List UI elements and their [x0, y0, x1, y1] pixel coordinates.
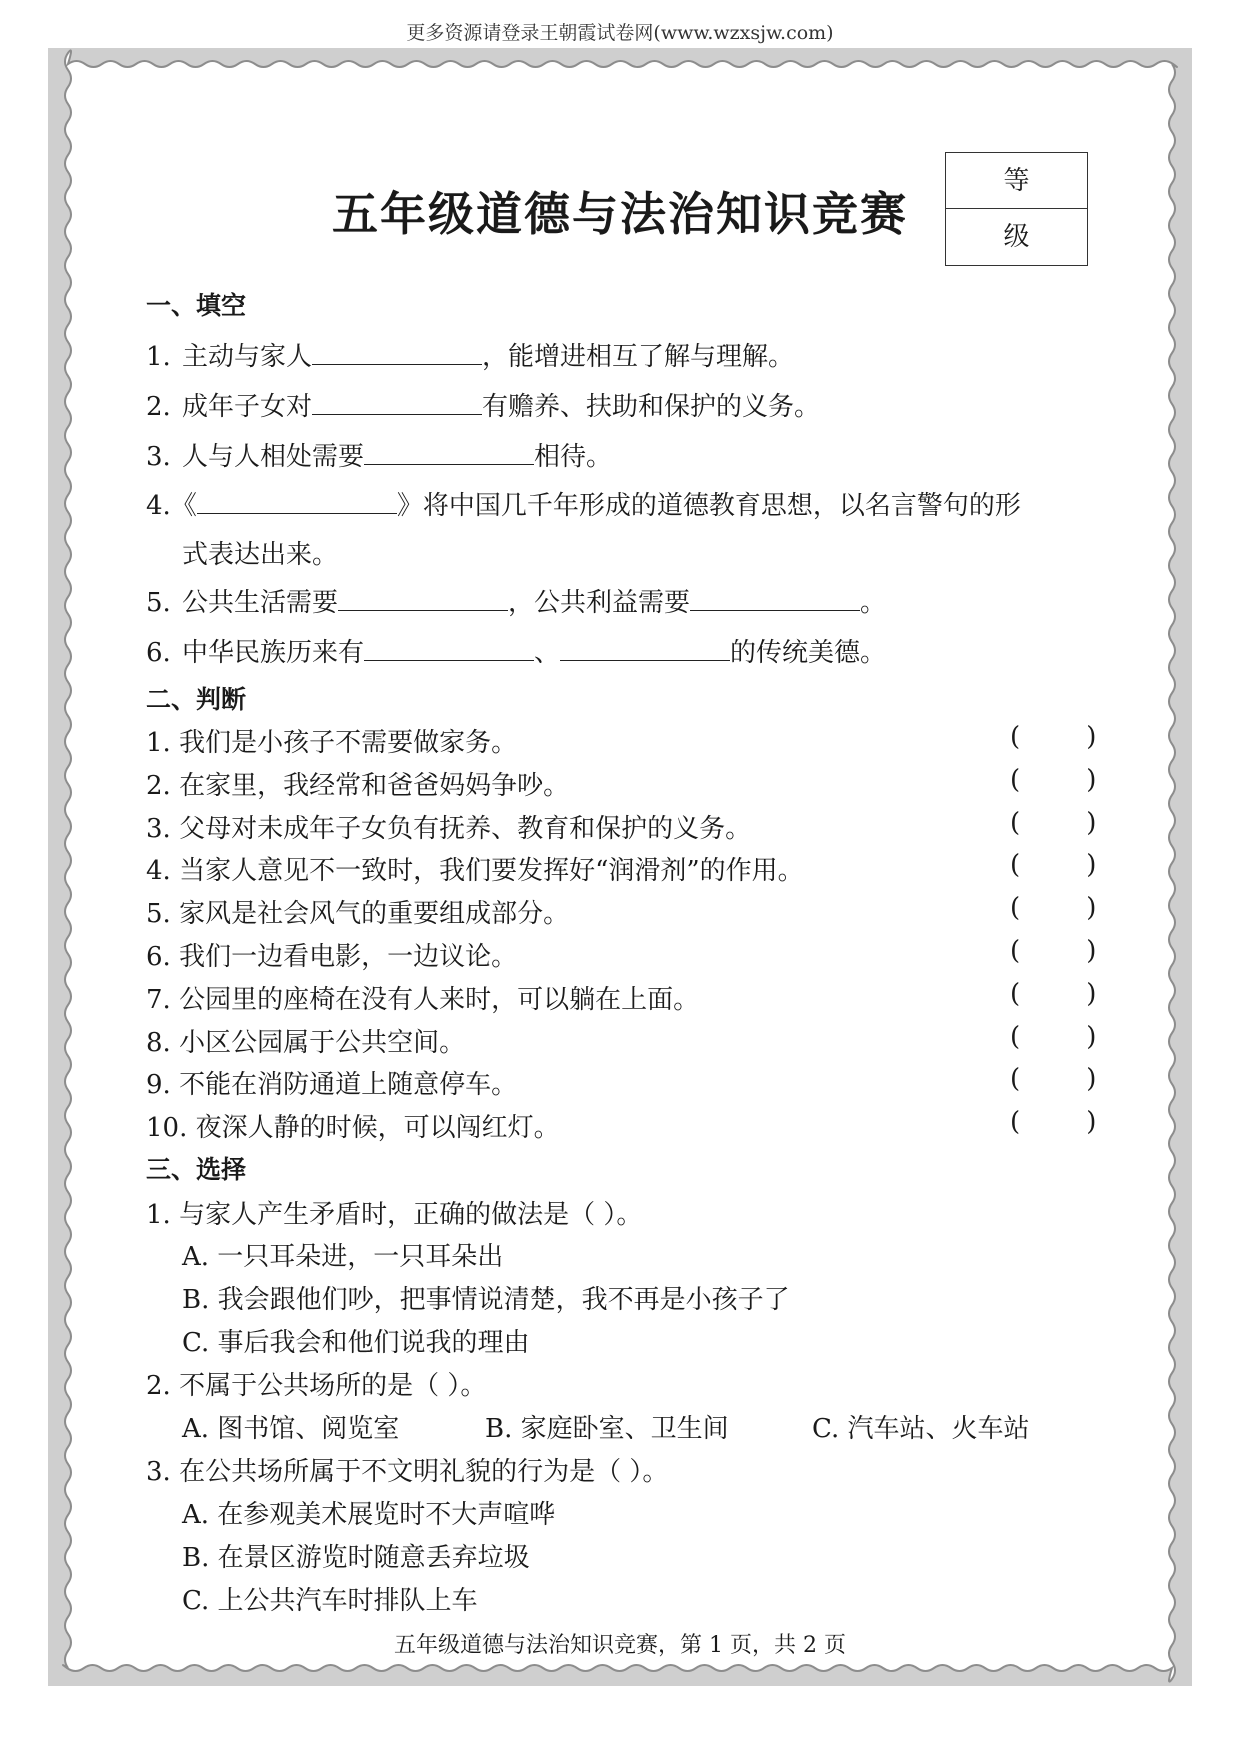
page-title: 五年级道德与法治知识竞赛: [332, 187, 908, 241]
judge-item: 4. 当家人意见不一致时，我们要发挥好“润滑剂”的作用。: [146, 856, 804, 887]
choice-option-c[interactable]: C. 汽车站、火车站: [812, 1414, 1030, 1444]
judge-item: 9. 不能在消防通道上随意停车。: [146, 1070, 518, 1101]
question-number: 2.: [146, 392, 171, 422]
answer-parentheses[interactable]: ( ): [1010, 722, 1097, 752]
section-heading-fill: 一、填空: [146, 291, 247, 320]
question-text: 》将中国几千年形成的道德教育思想，以名言警句的形: [396, 491, 1021, 521]
question-text: ，公共利益需要: [508, 588, 691, 618]
judge-item: 2. 在家里，我经常和爸爸妈妈争吵。: [146, 770, 570, 801]
choice-option-b[interactable]: B. 我会跟他们吵，把事情说清楚，我不再是小孩子了: [182, 1285, 790, 1315]
answer-blank[interactable]: [312, 340, 482, 365]
question-text: 、: [534, 638, 561, 668]
choice-option-b[interactable]: B. 家庭卧室、卫生间: [485, 1414, 729, 1444]
answer-parentheses[interactable]: ( ): [1010, 936, 1097, 966]
answer-blank[interactable]: [197, 489, 397, 514]
section-heading-choice: 三、选择: [146, 1155, 247, 1184]
fill-question-1: [146, 336, 794, 373]
question-text: 相待。: [534, 442, 613, 472]
answer-blank[interactable]: [312, 390, 482, 415]
fill-question-2: [146, 386, 820, 423]
answer-blank[interactable]: [338, 586, 508, 611]
question-number: 6.: [146, 638, 171, 668]
question-text: 中华民族历来有: [182, 638, 365, 668]
fill-question-5: [146, 582, 886, 619]
judge-item: 1. 我们是小孩子不需要做家务。: [146, 728, 518, 758]
question-number: 1.: [146, 342, 171, 372]
question-text: ，能增进相互了解与理解。: [482, 342, 795, 372]
header-note: 更多资源请登录王朝霞试卷网(www.wzxsjw.com): [406, 22, 834, 44]
answer-parentheses[interactable]: ( ): [1010, 850, 1097, 881]
question-text: 人与人相处需要: [182, 442, 365, 472]
judge-item: 8. 小区公园属于公共空间。: [146, 1027, 466, 1058]
fill-question-6: [146, 632, 886, 669]
question-text: 。: [860, 588, 887, 618]
choice-option-a[interactable]: A. 在参观美术展览时不大声喧哗: [182, 1500, 556, 1530]
question-text: 《: [170, 491, 197, 521]
answer-parentheses[interactable]: ( ): [1010, 1021, 1097, 1052]
choice-option-c[interactable]: C. 事后我会和他们说我的理由: [182, 1328, 530, 1358]
question-text: 主动与家人: [182, 342, 313, 372]
choice-question-1: 1. 与家人产生矛盾时，正确的做法是（ ）。: [146, 1200, 643, 1230]
answer-blank[interactable]: [364, 636, 534, 661]
choice-option-a[interactable]: A. 一只耳朵进，一只耳朵出: [182, 1242, 504, 1272]
grade-label: 等级: [946, 153, 1087, 209]
judge-item: 7. 公园里的座椅在没有人来时，可以躺在上面。: [146, 984, 700, 1015]
section-heading-judge: 二、判断: [146, 685, 247, 714]
question-text: 公共生活需要: [182, 588, 339, 618]
judge-item: 5. 家风是社会风气的重要组成部分。: [146, 899, 570, 930]
answer-blank[interactable]: [364, 440, 534, 465]
answer-parentheses[interactable]: ( ): [1010, 1064, 1097, 1095]
choice-question-2: 2. 不属于公共场所的是（ ）。: [146, 1371, 487, 1401]
question-text: 有赡养、扶助和保护的义务。: [482, 392, 821, 422]
page-footer: 五年级道德与法治知识竞赛，第 1 页，共 2 页: [394, 1633, 846, 1658]
answer-parentheses[interactable]: ( ): [1010, 893, 1097, 924]
judge-item: 6. 我们一边看电影，一边议论。: [146, 942, 518, 972]
grade-box: [945, 152, 1088, 266]
answer-parentheses[interactable]: ( ): [1010, 764, 1097, 795]
choice-option-b[interactable]: B. 在景区游览时随意丢弃垃圾: [182, 1543, 530, 1573]
judge-item: 10. 夜深人静的时候，可以闯红灯。: [146, 1113, 560, 1144]
question-number: 3.: [146, 442, 171, 472]
fill-question-3: [146, 436, 612, 473]
answer-parentheses[interactable]: ( ): [1010, 978, 1097, 1009]
answer-parentheses[interactable]: ( ): [1010, 1107, 1097, 1138]
answer-parentheses[interactable]: ( ): [1010, 807, 1097, 838]
choice-option-a[interactable]: A. 图书馆、阅览室: [182, 1414, 400, 1444]
question-number: 4.: [146, 491, 171, 521]
question-text: 的传统美德。: [730, 638, 887, 668]
question-text: 成年子女对: [182, 392, 313, 422]
fill-question-4-continued: 式表达出来。: [182, 540, 339, 570]
answer-blank[interactable]: [560, 636, 730, 661]
choice-question-3: 3. 在公共场所属于不文明礼貌的行为是（ ）。: [146, 1457, 669, 1487]
choice-option-c[interactable]: C. 上公共汽车时排队上车: [182, 1586, 478, 1616]
fill-question-4: [146, 485, 1021, 522]
judge-item: 3. 父母对未成年子女负有抚养、教育和保护的义务。: [146, 813, 752, 844]
question-number: 5.: [146, 588, 171, 618]
answer-blank[interactable]: [690, 586, 860, 611]
